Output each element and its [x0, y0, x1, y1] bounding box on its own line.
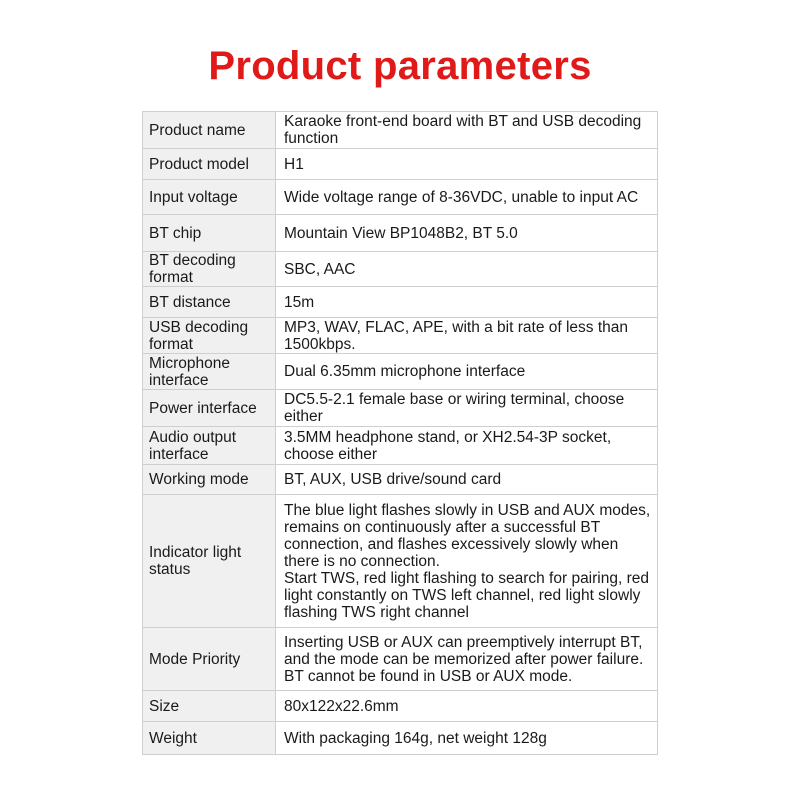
table-row: [143, 628, 658, 691]
param-label: Power interface: [143, 390, 276, 427]
table-row: [143, 180, 658, 215]
table-row: [143, 722, 658, 755]
param-label: Microphone interface: [143, 354, 276, 390]
table-row: [143, 215, 658, 252]
table-row: [143, 252, 658, 287]
page-title: Product parameters: [208, 44, 592, 88]
param-value: Wide voltage range of 8-36VDC, unable to input AC: [276, 180, 658, 215]
table-row: [143, 112, 658, 149]
param-value: DC5.5-2.1 female base or wiring terminal, choose either: [276, 390, 658, 427]
param-value: Mountain View BP1048B2, BT 5.0: [276, 215, 658, 252]
param-value: 3.5MM headphone stand, or XH2.54-3P socket, choose either: [276, 427, 658, 465]
table-row: [143, 287, 658, 318]
param-label: BT chip: [143, 215, 276, 252]
param-value: Inserting USB or AUX can preemptively interrupt BT, and the mode can be memorized after power failure. BT cannot be found in USB or AUX mode.: [276, 628, 658, 691]
param-label: BT decoding format: [143, 252, 276, 287]
param-value: 15m: [276, 287, 658, 318]
param-value: Karaoke front-end board with BT and USB decoding function: [276, 112, 658, 149]
param-label: Indicator light status: [143, 495, 276, 628]
param-label: BT distance: [143, 287, 276, 318]
param-value: 80x122x22.6mm: [276, 691, 658, 722]
param-label: Working mode: [143, 465, 276, 495]
param-label: Size: [143, 691, 276, 722]
table-row: [143, 427, 658, 465]
param-label: Weight: [143, 722, 276, 755]
table-row: [143, 390, 658, 427]
param-label: Product name: [143, 112, 276, 149]
table-row: [143, 149, 658, 180]
param-label: Audio output interface: [143, 427, 276, 465]
param-value: MP3, WAV, FLAC, APE, with a bit rate of less than 1500kbps.: [276, 318, 658, 354]
param-label: Product model: [143, 149, 276, 180]
param-label: USB decoding format: [143, 318, 276, 354]
table-row: [143, 465, 658, 495]
param-value: The blue light flashes slowly in USB and AUX modes, remains on continuously after a successful BT connection, and flashes excessively slowly when there is no connection. Start TWS, red light flashing to search for pairing, red light constantly on TWS left channel, red light slowly flashing TWS right channel: [276, 495, 658, 628]
parameters-table: [142, 111, 658, 755]
param-label: Mode Priority: [143, 628, 276, 691]
param-label: Input voltage: [143, 180, 276, 215]
param-value: H1: [276, 149, 658, 180]
table-row: [143, 495, 658, 628]
table-row: [143, 691, 658, 722]
param-value: Dual 6.35mm microphone interface: [276, 354, 658, 390]
param-value: With packaging 164g, net weight 128g: [276, 722, 658, 755]
table-row: [143, 354, 658, 390]
table-row: [143, 318, 658, 354]
param-value: SBC, AAC: [276, 252, 658, 287]
param-value: BT, AUX, USB drive/sound card: [276, 465, 658, 495]
